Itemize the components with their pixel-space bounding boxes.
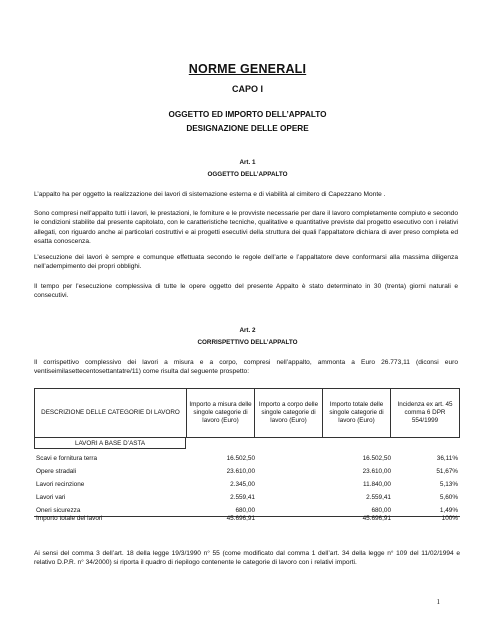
page-title: NORME GENERALI (188, 62, 307, 76)
row-description: Importo totale dei lavori (36, 515, 103, 522)
art1-paragraph-1: L’appalto ha per oggetto la realizzazione dei lavori di sistemazione esterna e di viabilità al cimitero di Capezzano Monte . (34, 191, 386, 198)
art2-closing: Ai sensi del comma 3 dell’art. 18 della legge 19/3/1990 n° 55 (come modificato dal comma 1 dell’art. 34 della legge n° 109 del 11/02/1994 e relativo D.P.R. n° 34/2000) si riporta il quadro di riepilogo contenente le categorie di lavoro con i relativi importi. (34, 550, 460, 567)
row-importo-totale: 2.559,41 (366, 494, 391, 501)
row-importo-misura: 2.345,00 (230, 481, 255, 488)
header-importo-misura: Importo a misura delle singole categorie di lavoro (Euro) (186, 388, 255, 438)
table-total-row (34, 513, 460, 524)
row-importo-misura: 45.696,91 (226, 515, 255, 522)
section-heading-object: OGGETTO ED IMPORTO DELL’APPALTO (168, 110, 327, 119)
row-incidenza: 1,49% (439, 507, 458, 514)
row-incidenza: 51,67% (436, 468, 458, 475)
row-incidenza: 36,11% (436, 455, 458, 462)
row-importo-totale: 45.696,91 (362, 515, 391, 522)
row-incidenza: 100% (441, 515, 458, 522)
row-description: Opere stradali (36, 468, 77, 475)
table-row (34, 453, 460, 464)
art1-title: OGGETTO DELL’APPALTO (207, 171, 288, 178)
row-description: Scavi e fornitura terra (36, 455, 98, 462)
art1-paragraph-4: Il tempo per l’esecuzione complessiva di tutte le opere oggetto del presente Appalto è stato determinato in 30 (trenta) giorni naturali e consecutivi. (34, 283, 458, 300)
art2-title: CORRISPETTIVO DELL’APPALTO (197, 339, 298, 346)
row-importo-totale: 16.502,50 (362, 455, 391, 462)
section-heading-designation: DESIGNAZIONE DELLE OPERE (186, 124, 309, 133)
art2-intro: Il corrispettivo complessivo dei lavori a misura e a corpo, compresi nell’appalto, ammonta a Euro 26.773,11 (diconsi euro ventiseimilasettecentosettantatre/11) come risulta dal seguente prospetto: (34, 359, 458, 376)
row-incidenza: 5,13% (439, 481, 458, 488)
header-incidenza: Incidenza ex art. 45 comma 6 DPR 554/1999 (390, 388, 460, 438)
row-importo-misura: 680,00 (235, 507, 255, 514)
row-importo-totale: 680,00 (371, 507, 391, 514)
row-importo-misura: 23.610,00 (226, 468, 255, 475)
table-row (34, 492, 460, 503)
row-importo-misura: 2.559,41 (230, 494, 255, 501)
row-importo-totale: 23.610,00 (362, 468, 391, 475)
header-importo-corpo: Importo a corpo delle singole categorie di lavoro (Euro) (254, 388, 323, 438)
art1-number: Art. 1 (239, 159, 256, 166)
row-description: Lavori vari (36, 494, 66, 501)
art1-paragraph-2: Sono compresi nell’appalto tutti i lavori, le prestazioni, le forniture e le provviste necessarie per dare il lavoro completamente compiuto e secondo le condizioni stabilite dal presente capitolato, con le caratteristiche tecniche, qualitative e quantitative previste dal progetto esecutivo con i relativi allegati, con riguardo anche ai particolari costruttivi e ai progetti esecutivi della struttura dei quali l’appaltatore dichiara di aver preso completa ed esatta conoscenza. (34, 210, 458, 246)
row-incidenza: 5,60% (439, 494, 458, 501)
chapter-heading: CAPO I (231, 84, 263, 94)
art2-number: Art. 2 (239, 327, 256, 334)
page-number: 1 (436, 598, 440, 606)
subheader-lavori-base-asta: LAVORI A BASE D’ASTA (34, 437, 186, 449)
row-description: Oneri sicurezza (36, 507, 81, 514)
row-description: Lavori recinzione (36, 481, 85, 488)
row-importo-totale: 11.840,00 (363, 481, 391, 488)
table-row (34, 466, 460, 477)
header-importo-totale: Importo totale delle singole categorie di lavoro (Euro) (322, 388, 391, 438)
art1-paragraph-3: L’esecuzione dei lavori è sempre e comunque effettuata secondo le regole dell’arte e l’appaltatore deve conformarsi alla massima diligenza nell’adempimento dei propri obblighi. (34, 254, 458, 271)
header-description: DESCRIZIONE DELLE CATEGORIE DI LAVORO (34, 388, 187, 438)
table-row (34, 479, 460, 490)
row-importo-misura: 16.502,50 (226, 455, 255, 462)
